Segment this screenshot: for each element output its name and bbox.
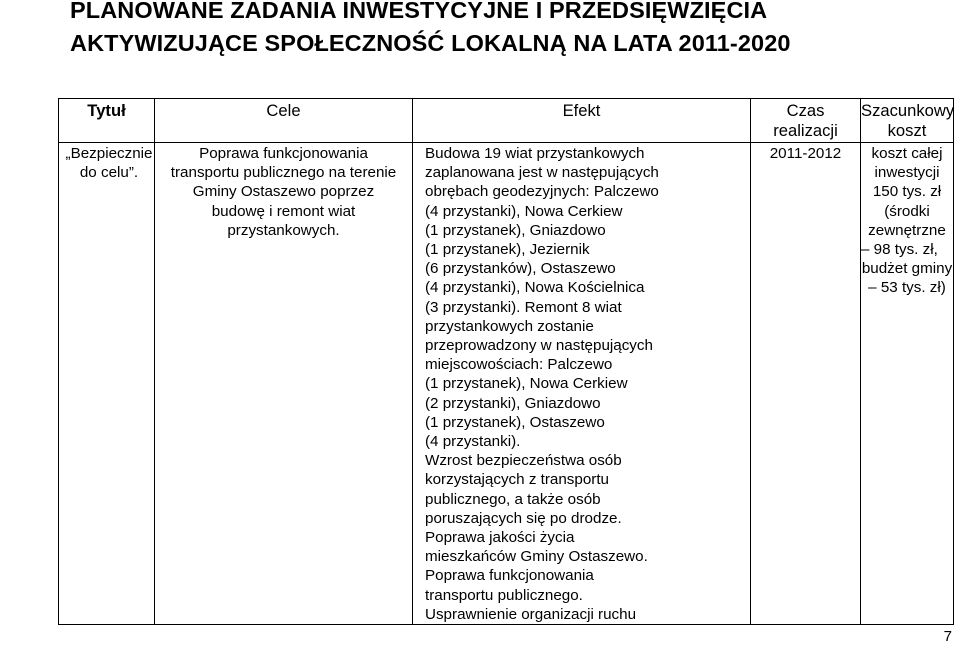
cost-line: – 98 tys. zł, (861, 241, 938, 259)
effect-line: (4 przystanki), Nowa Kościelnica (425, 279, 645, 297)
heading-line-1: PLANOWANE ZADANIA INWESTYCYJNE I PRZEDSIĘWZIĘCIA (70, 0, 768, 23)
effect-line: (2 przystanki), Gniazdowo (425, 394, 601, 412)
header-cost (861, 99, 954, 143)
effect-line: (1 przystanek), Gniazdowo (425, 221, 606, 239)
effect-line: Wzrost bezpieczeństwa osób (425, 452, 622, 470)
title-line: do celu”. (79, 164, 139, 182)
cost-line: – 53 tys. zł) (868, 279, 946, 297)
cell-time (751, 143, 861, 625)
cost-line: (środki (884, 202, 930, 220)
effect-line: (1 przystanek), Ostaszewo (425, 413, 605, 431)
effect-line: Poprawa funkcjonowania (425, 567, 594, 585)
effect-line: korzystających z transportu (425, 471, 610, 489)
goals-line: Gminy Ostaszewo poprzez (192, 183, 375, 201)
effect-line: Budowa 19 wiat przystankowych (425, 145, 645, 162)
header-cost-line-2: koszt (887, 121, 927, 140)
header-title: Tytuł (59, 99, 155, 143)
effect-line: przeprowadzony w następujących (425, 337, 653, 355)
time-value: 2011-2012 (769, 145, 842, 162)
cost-line: 150 tys. zł (872, 183, 942, 201)
header-time (751, 99, 861, 143)
cost-line: budżet gminy (861, 260, 953, 278)
cell-title (59, 143, 155, 625)
effect-line: miejscowościach: Palczewo (425, 356, 613, 374)
header-effect: Efekt (413, 99, 751, 143)
header-goals: Cele (155, 99, 413, 143)
goals-line: transportu publicznego na terenie (170, 164, 397, 182)
investment-table (58, 98, 954, 625)
effect-line: transportu publicznego. (425, 586, 583, 604)
header-time-line-1: Czas (786, 101, 825, 120)
effect-line: (6 przystanków), Ostaszewo (425, 260, 616, 278)
cost-line: zewnętrzne (868, 221, 946, 239)
effect-line: mieszkańców Gminy Ostaszewo. (425, 548, 648, 566)
goals-line: Poprawa funkcjonowania (199, 145, 368, 162)
goals-line: budowę i remont wiat (211, 202, 356, 220)
effect-line: publicznego, a także osób (425, 490, 601, 508)
cell-cost (861, 143, 954, 625)
title-line: „Bezpiecznie (65, 145, 153, 162)
effect-line: Poprawa jakości życia (425, 529, 575, 547)
cost-line: koszt całej (871, 145, 943, 162)
cell-effect (413, 143, 751, 625)
effect-line: zaplanowana jest w następujących (425, 164, 659, 182)
header-time-line-2: realizacji (773, 121, 838, 140)
table-row (59, 143, 954, 625)
effect-line: przystankowych zostanie (425, 317, 594, 335)
effect-line: obrębach geodezyjnych: Palczewo (425, 183, 659, 201)
effect-line: Usprawnienie organizacji ruchu (425, 605, 637, 623)
cell-goals (155, 143, 413, 625)
effect-line: (4 przystanki), Nowa Cerkiew (425, 202, 623, 220)
effect-line: (1 przystanek), Jeziernik (425, 241, 590, 259)
effect-line: (1 przystanek), Nowa Cerkiew (425, 375, 628, 393)
document-heading (70, 0, 791, 60)
goals-line: przystankowych. (227, 221, 340, 239)
effect-line: poruszających się po drodze. (425, 509, 622, 527)
effect-line: (4 przystanki). (425, 433, 521, 451)
cost-line: inwestycji (874, 164, 940, 182)
heading-line-2: AKTYWIZUJĄCE SPOŁECZNOŚĆ LOKALNĄ NA LATA 2011-2020 (70, 30, 791, 56)
table-header-row (59, 99, 954, 143)
header-cost-line-1: Szacunkowy (861, 101, 955, 120)
effect-line: (3 przystanki). Remont 8 wiat (425, 298, 622, 316)
page-number: 7 (943, 628, 952, 645)
